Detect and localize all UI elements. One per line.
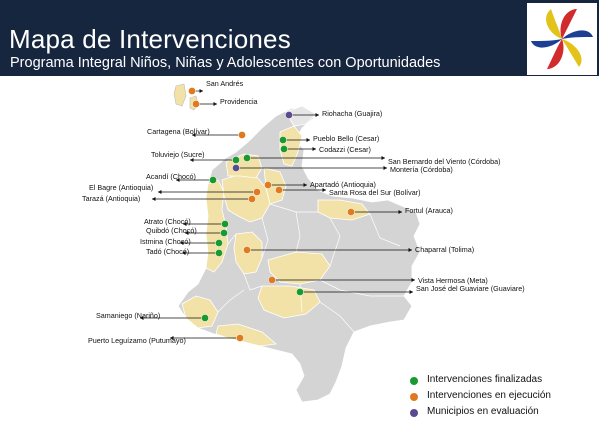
map-marker-ejecucion [347,208,354,215]
legend-dot-ejecucion [410,393,418,401]
label-acandi: Acandí (Chocó) [146,172,196,181]
connector-arrowhead [313,147,317,151]
legend-label: Intervenciones en ejecución [427,390,551,401]
label-istmina: Istmina (Chocó) [140,237,191,246]
map-marker-finalizadas [201,314,208,321]
connector-arrowhead [316,113,320,117]
connector-arrowhead [382,156,386,160]
page-title: Mapa de Intervenciones [9,24,291,54]
connector-arrowhead [158,190,162,194]
label-providencia: Providencia [220,97,258,106]
label-cartagena: Cartagena (Bolívar) [147,127,210,136]
label-monteria: Montería (Córdoba) [390,165,453,174]
map-marker-finalizadas [220,229,227,236]
label-codazzi: Codazzi (Cesar) [319,145,371,154]
map-marker-finalizadas [221,220,228,227]
map-marker-ejecucion [253,188,260,195]
map-marker-ejecucion [188,87,195,94]
map-marker-evaluacion [285,111,292,118]
header-banner [0,0,599,76]
map-marker-finalizadas [215,239,222,246]
label-san-bernardo: San Bernardo del Viento (Córdoba) [388,157,501,166]
map-marker-ejecucion [275,186,282,193]
map-marker-ejecucion [268,276,275,283]
label-tado: Tadó (Chocó) [146,247,190,256]
map-marker-finalizadas [279,136,286,143]
map-marker-finalizadas [232,156,239,163]
program-logo-icon [527,3,597,75]
connector-arrowhead [200,89,204,93]
label-samaniego: Samaniego (Nariño) [96,311,161,320]
map-marker-ejecucion [248,195,255,202]
map-marker-ejecucion [238,131,245,138]
map-marker-finalizadas [296,288,303,295]
connector-arrowhead [384,166,388,170]
legend-dot-evaluacion [410,409,418,417]
connector-arrowhead [152,197,156,201]
map-marker-ejecucion [192,100,199,107]
label-atrato: Atrato (Chocó) [144,217,191,226]
connector-arrowhead [412,278,416,282]
label-quibdo: Quibdó (Chocó) [146,226,197,235]
label-apartado: Apartadó (Antioquia) [310,180,376,189]
label-puerto-leguizamo: Puerto Leguízamo (Putumayo) [88,336,186,345]
map-marker-ejecucion [243,246,250,253]
map-marker-finalizadas [243,154,250,161]
connector-arrowhead [410,290,414,294]
map-marker-finalizadas [280,145,287,152]
legend-dot-finalizadas [410,377,418,385]
map-marker-ejecucion [264,181,271,188]
label-san-jose-guaviare: San José del Guaviare (Guaviare) [416,284,525,293]
legend-label: Intervenciones finalizadas [427,374,543,385]
label-san-andres: San Andrés [206,79,244,88]
label-vista-hermosa: Vista Hermosa (Meta) [418,276,488,285]
label-riohacha: Riohacha (Guajira) [322,109,383,118]
map-marker-evaluacion [232,164,239,171]
map-marker-finalizadas [215,249,222,256]
label-toluviejo: Toluviejo (Sucre) [151,150,205,159]
label-chaparral: Chaparral (Tolima) [415,245,475,254]
map-marker-finalizadas [209,176,216,183]
legend-label: Municipios en evaluación [427,406,539,417]
label-taraza: Tarazá (Antioquia) [82,194,141,203]
page-subtitle: Programa Integral Niños, Niñas y Adolescentes con Oportunidades [10,55,441,71]
label-el-bagre: El Bagre (Antioquia) [89,183,154,192]
island-san-andres [174,84,186,106]
connector-arrowhead [214,102,218,106]
program-logo [527,3,597,75]
label-fortul: Fortul (Arauca) [405,206,453,215]
map-marker-ejecucion [236,334,243,341]
connector-arrowhead [307,138,311,142]
label-pueblo-bello: Pueblo Bello (Cesar) [313,134,380,143]
label-santa-rosa: Santa Rosa del Sur (Bolívar) [329,188,421,197]
